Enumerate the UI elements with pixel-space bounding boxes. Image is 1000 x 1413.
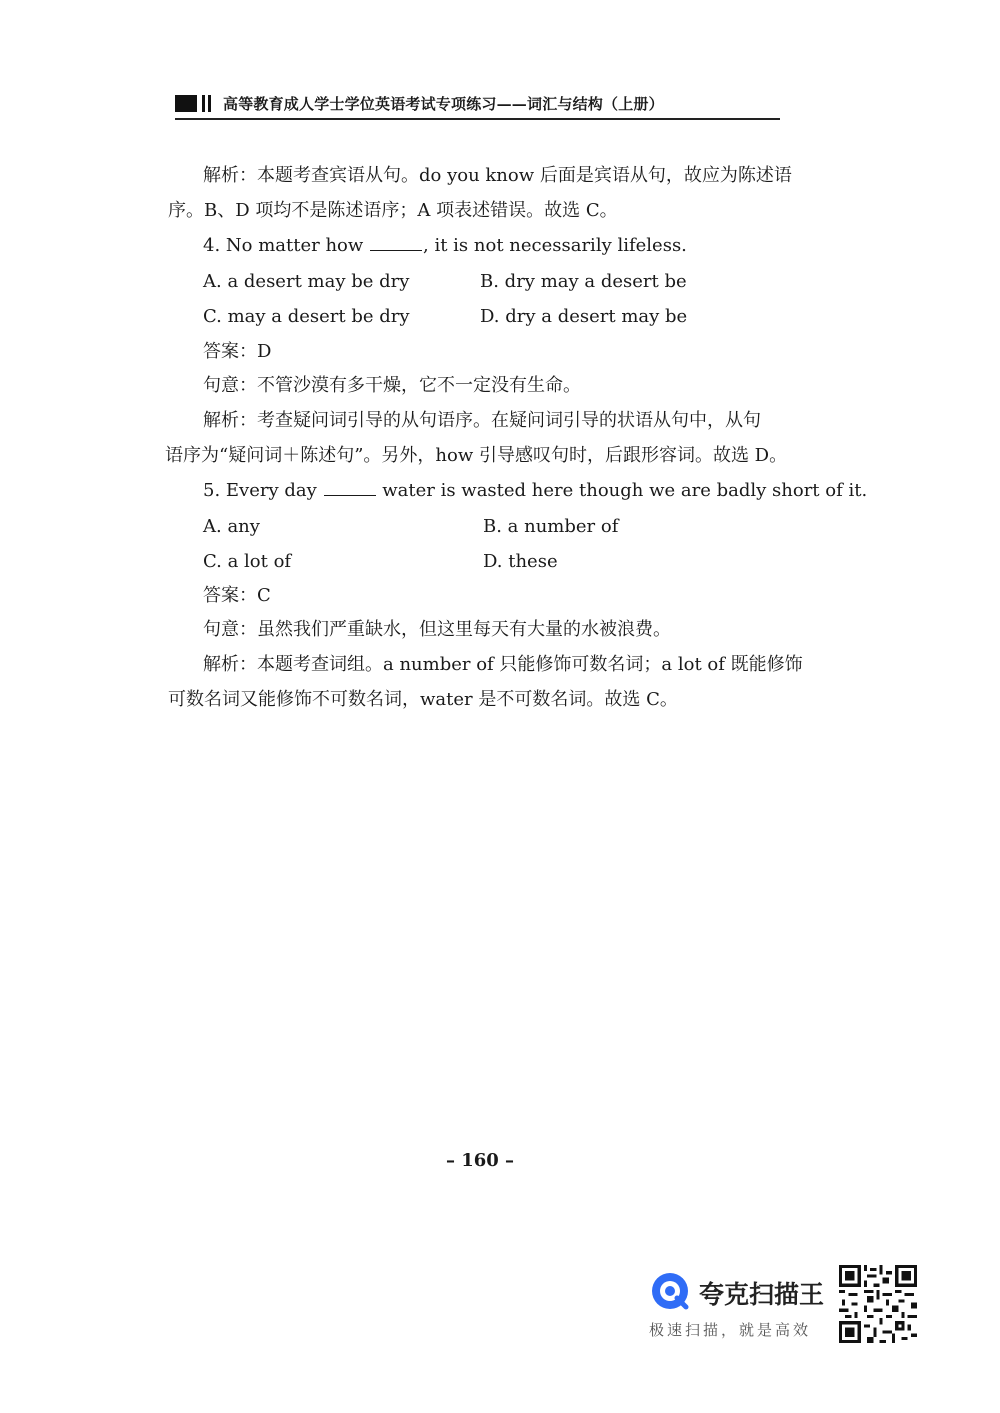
- q5-option-d: D. these: [483, 551, 558, 572]
- header-rule: [175, 118, 780, 120]
- watermark-app-name: 夸克扫描王: [699, 1280, 825, 1309]
- q4-stem-text: 4. No matter how: [203, 235, 370, 256]
- q5-analysis-line-1: 解析：本题考查词组。a number of 只能修饰可数名词；a lot of 既能修饰: [203, 654, 803, 675]
- scanner-watermark: [645, 1263, 925, 1343]
- qr-code-icon: [838, 1265, 918, 1343]
- header-title: 高等教育成人学士学位英语考试专项练习——词汇与结构（上册）: [223, 95, 664, 113]
- q4-option-b: B. dry may a desert be: [480, 271, 687, 292]
- q4-option-c: C. may a desert be dry: [203, 306, 410, 327]
- q5-stem-text: 5. Every day: [203, 480, 323, 501]
- answer-blank: [324, 479, 376, 496]
- q4-option-d: D. dry a desert may be: [480, 306, 688, 327]
- running-header: [175, 90, 780, 118]
- q5-analysis-line-2: 可数名词又能修饰不可数名词，water 是不可数名词。故选 C。: [168, 689, 678, 710]
- watermark-slogan: 极速扫描，就是高效: [649, 1321, 812, 1339]
- q4-analysis-line-1: 解析：考查疑问词引导的从句语序。在疑问词引导的状语从句中，从句: [203, 410, 761, 431]
- q4-stem-text: , it is not necessarily lifeless.: [423, 235, 687, 256]
- quark-logo-icon: [650, 1271, 690, 1311]
- q5-option-a: A. any: [203, 516, 260, 537]
- q5-stem-text: water is wasted here though we are badly short of it.: [376, 480, 868, 501]
- header-block-mark: [175, 95, 197, 112]
- q5-answer: 答案：C: [203, 585, 271, 606]
- answer-blank: [370, 234, 422, 251]
- header-bar-mark: [208, 95, 211, 112]
- q5-option-c: C. a lot of: [203, 551, 292, 572]
- q3-analysis-line-1: 解析：本题考查宾语从句。do you know 后面是宾语从句，故应为陈述语: [203, 165, 792, 186]
- q5-stem: [203, 479, 867, 503]
- q4-analysis-line-2: 语序为“疑问词＋陈述句”。另外，how 引导感叹句时，后跟形容词。故选 D。: [165, 445, 788, 466]
- q4-stem: [203, 234, 687, 258]
- page-number: – 160 –: [445, 1150, 515, 1171]
- q5-option-b: B. a number of: [483, 516, 619, 537]
- q4-option-a: A. a desert may be dry: [203, 271, 410, 292]
- q3-analysis-line-2: 序。B、D 项均不是陈述语序；A 项表述错误。故选 C。: [168, 200, 618, 221]
- q5-meaning: 句意：虽然我们严重缺水，但这里每天有大量的水被浪费。: [203, 619, 671, 640]
- header-bar-mark: [202, 95, 205, 112]
- q4-answer: 答案：D: [203, 341, 272, 362]
- q4-meaning: 句意：不管沙漠有多干燥，它不一定没有生命。: [203, 375, 581, 396]
